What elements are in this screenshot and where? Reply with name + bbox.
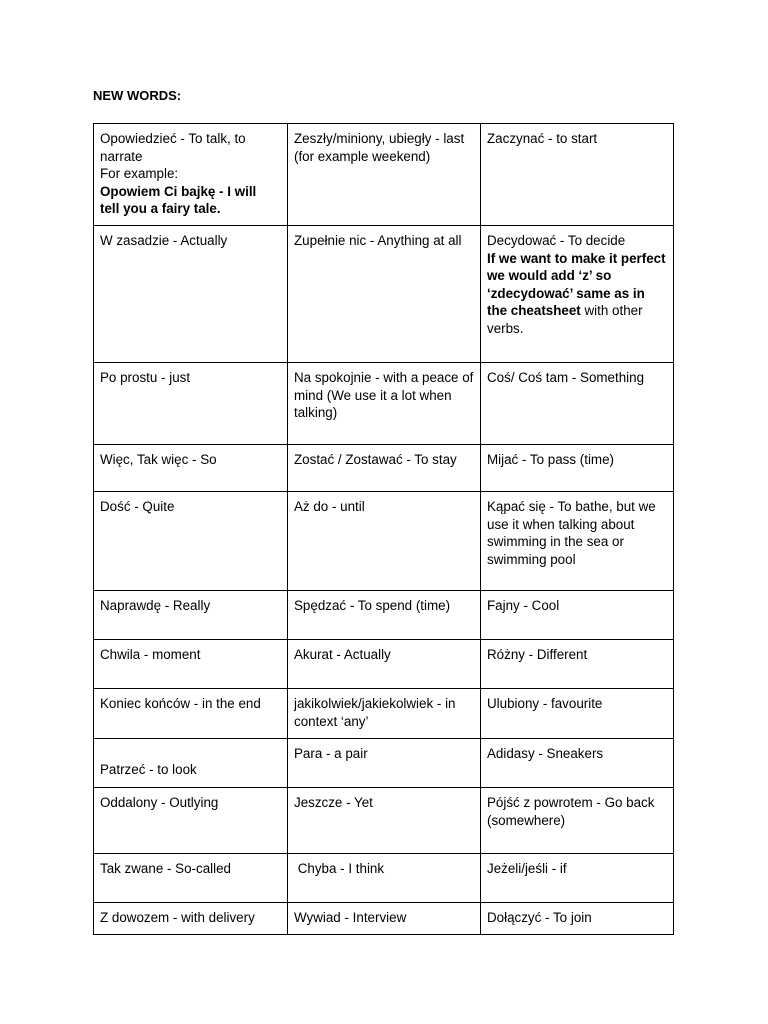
cell-text: W zasadzie - Actually <box>100 233 228 248</box>
table-cell <box>481 445 674 492</box>
table-cell <box>288 854 481 903</box>
cell-text: Tak zwane - So-called <box>100 861 231 876</box>
example-sentence: tell you a fairy tale. <box>100 201 221 217</box>
table-cell <box>288 445 481 492</box>
cell-text: Kąpać się - To bathe, but we use it when talking about swimming in the sea or swimming pool <box>487 499 656 567</box>
cell-text: Po prostu - just <box>100 370 191 385</box>
table-row <box>94 788 674 854</box>
table-cell <box>94 689 288 739</box>
cell-text: Z dowozem - with delivery <box>100 910 255 925</box>
table-cell <box>481 854 674 903</box>
table-row <box>94 124 674 226</box>
table-cell <box>288 739 481 788</box>
cell-text: Aż do - until <box>294 499 365 514</box>
table-cell <box>481 124 674 226</box>
table-cell <box>288 640 481 689</box>
table-cell <box>288 492 481 591</box>
table-row <box>94 363 674 445</box>
table-cell <box>94 124 288 226</box>
cell-text: Ulubiony - favourite <box>487 696 603 711</box>
cell-text: Koniec końców - in the end <box>100 696 261 711</box>
table-row <box>94 591 674 640</box>
table-cell <box>94 640 288 689</box>
page-heading: NEW WORDS: <box>93 88 182 103</box>
table-cell <box>288 124 481 226</box>
cell-text: Dołączyć - To join <box>487 910 592 925</box>
cell-text: Oddalony - Outlying <box>100 795 219 810</box>
cell-text: narrate <box>100 148 143 164</box>
table-cell <box>481 739 674 788</box>
table-cell <box>94 226 288 363</box>
table-row <box>94 492 674 591</box>
note-plain: with other verbs. <box>487 303 643 336</box>
cell-text: Zupełnie nic - Anything at all <box>294 233 462 248</box>
table-row <box>94 640 674 689</box>
table-cell <box>288 363 481 445</box>
cell-text: Adidasy - Sneakers <box>487 746 604 761</box>
cell-text: Chwila - moment <box>100 647 201 662</box>
cell-text: Dość - Quite <box>100 499 175 514</box>
cell-text: Na spokojnie - with a peace of mind (We use it a lot when talking) <box>294 370 474 421</box>
table-cell <box>94 492 288 591</box>
table-cell <box>481 591 674 640</box>
cell-text: Mijać - To pass (time) <box>487 452 614 467</box>
table-cell <box>94 854 288 903</box>
table-cell <box>94 788 288 854</box>
table-cell <box>94 363 288 445</box>
cell-text: For example: <box>100 166 179 182</box>
table-row <box>94 689 674 739</box>
table-cell <box>481 788 674 854</box>
cell-text: Spędzać - To spend (time) <box>294 598 451 613</box>
cell-text: Decydować - To decide <box>487 233 626 248</box>
cell-text: Para - a pair <box>294 746 368 761</box>
table-cell <box>94 591 288 640</box>
vocabulary-table <box>93 123 674 935</box>
cell-text: Pójść z powrotem - Go back (somewhere) <box>487 795 655 828</box>
table-row <box>94 226 674 363</box>
cell-text: Coś/ Coś tam - Something <box>487 370 645 385</box>
table-cell <box>288 689 481 739</box>
cell-text: Opowiedzieć - To talk, to <box>100 131 246 146</box>
table-cell <box>94 739 288 788</box>
table-cell <box>288 903 481 935</box>
table-cell <box>481 226 674 363</box>
table-row <box>94 739 674 788</box>
table-cell <box>288 226 481 363</box>
table-cell <box>94 445 288 492</box>
cell-text: Zeszły/miniony, ubiegły - last (for example weekend) <box>294 131 465 164</box>
table-cell <box>481 363 674 445</box>
table-row <box>94 854 674 903</box>
table-cell <box>481 492 674 591</box>
table-cell <box>481 640 674 689</box>
cell-text: Fajny - Cool <box>487 598 560 613</box>
table-row <box>94 903 674 935</box>
note-bold: If we want to make it perfect we would add ‘z’ so ‘zdecydować’ same as in the cheatsheet <box>487 250 666 319</box>
cell-text: Wywiad - Interview <box>294 910 407 925</box>
table-cell <box>481 689 674 739</box>
table-cell <box>288 591 481 640</box>
cell-text: Akurat - Actually <box>294 647 391 662</box>
cell-text: Zostać / Zostawać - To stay <box>294 452 457 467</box>
cell-text: Jeszcze - Yet <box>294 795 373 810</box>
table-cell <box>94 903 288 935</box>
cell-text: Więc, Tak więc - So <box>100 452 217 467</box>
cell-text: Jeżeli/jeśli - if <box>487 861 567 876</box>
table-cell <box>481 903 674 935</box>
cell-text: Naprawdę - Really <box>100 598 211 613</box>
cell-text: jakikolwiek/jakiekolwiek - in context ‘any’ <box>294 696 456 729</box>
table-row <box>94 445 674 492</box>
table-cell <box>288 788 481 854</box>
cell-text: Chyba - I think <box>294 861 385 876</box>
cell-text: Patrzeć - to look <box>100 762 197 777</box>
cell-text: Różny - Different <box>487 647 588 662</box>
example-sentence: Opowiem Ci bajkę - I will <box>100 183 257 199</box>
cell-text: Zaczynać - to start <box>487 131 598 146</box>
